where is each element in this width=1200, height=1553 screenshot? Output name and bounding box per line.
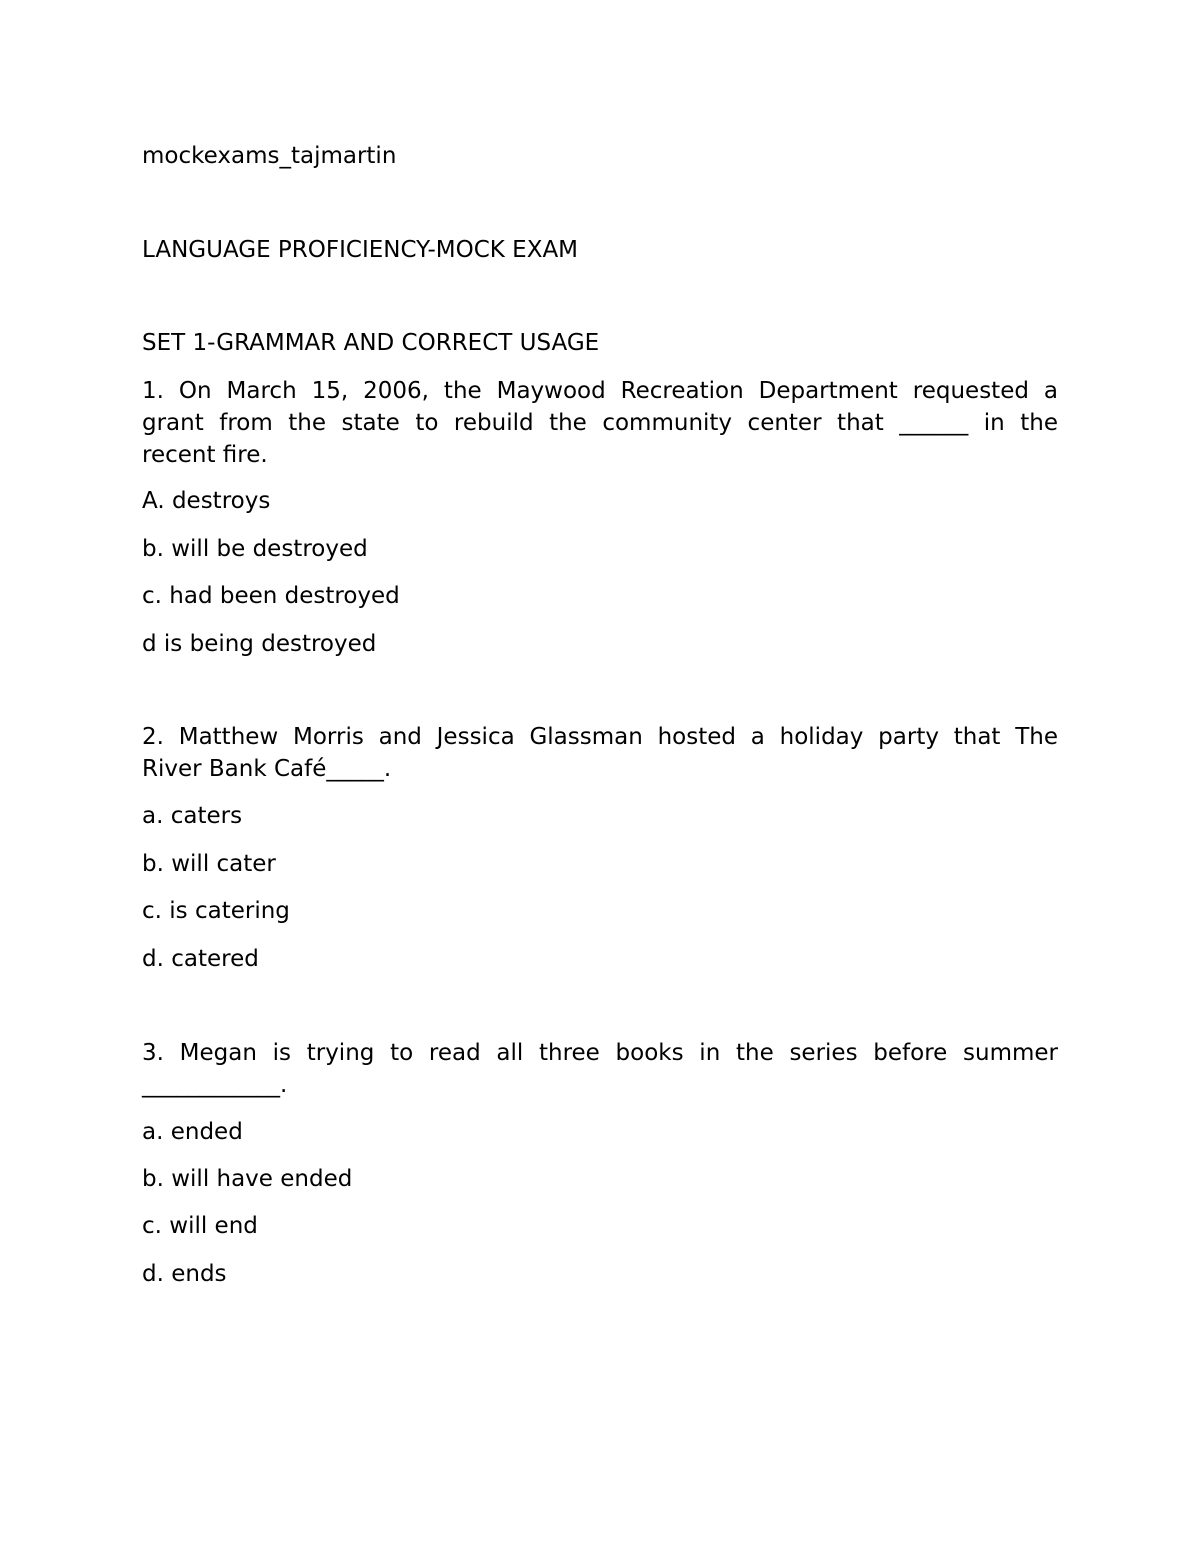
question-1-option-d: d is being destroyed <box>142 631 377 657</box>
question-1-option-a: A. destroys <box>142 488 271 514</box>
question-1-line-1: 1. On March 15, 2006, the Maywood Recreation Department requested a <box>142 378 1058 404</box>
question-1-line-2: grant from the state to rebuild the community center that ______ in the <box>142 410 1058 436</box>
question-3-line-2: ____________. <box>142 1072 288 1098</box>
question-3-option-d: d. ends <box>142 1261 227 1287</box>
question-1-option-b: b. will be destroyed <box>142 536 368 562</box>
question-2-option-b: b. will cater <box>142 851 276 877</box>
question-2-option-c: c. is catering <box>142 898 290 924</box>
question-2-option-d: d. catered <box>142 946 259 972</box>
question-2-text <box>142 721 1058 785</box>
question-2-line-1: 2. Matthew Morris and Jessica Glassman hosted a holiday party that The <box>142 724 1058 750</box>
question-2-option-a: a. caters <box>142 803 243 829</box>
question-3-option-b: b. will have ended <box>142 1166 353 1192</box>
document-header: mockexams_tajmartin <box>142 143 397 169</box>
section-heading: SET 1-GRAMMAR AND CORRECT USAGE <box>142 330 600 356</box>
question-3-option-c: c. will end <box>142 1213 258 1239</box>
exam-title: LANGUAGE PROFICIENCY-MOCK EXAM <box>142 237 579 263</box>
question-2-line-2: River Bank Café_____. <box>142 756 392 782</box>
question-3-text <box>142 1037 1058 1101</box>
question-1-text <box>142 375 1058 471</box>
question-3-line-1: 3. Megan is trying to read all three books in the series before summer <box>142 1040 1058 1066</box>
question-1-line-3: recent fire. <box>142 442 268 468</box>
question-1-option-c: c. had been destroyed <box>142 583 400 609</box>
question-3-option-a: a. ended <box>142 1119 243 1145</box>
